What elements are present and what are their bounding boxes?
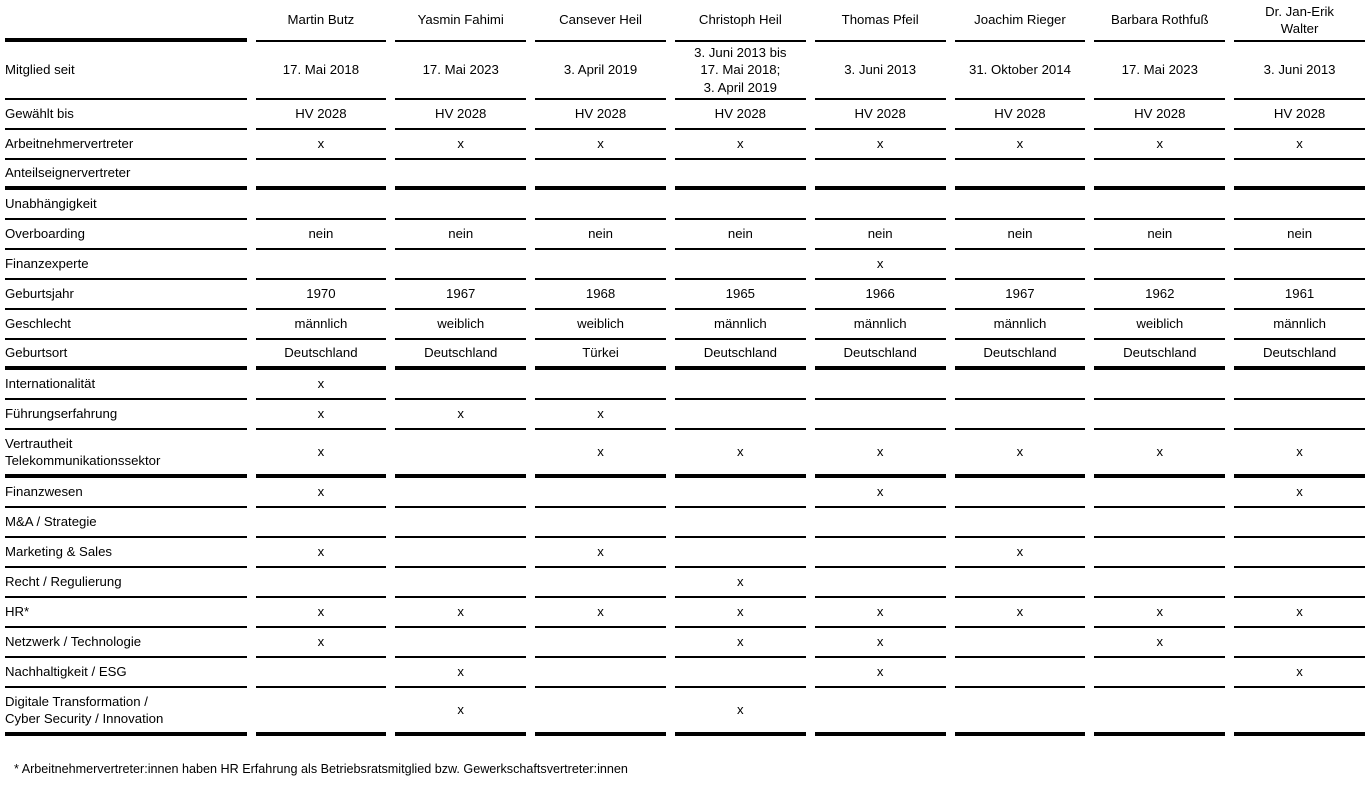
cell-nachhaltigkeit-esg-fahimi: x	[395, 658, 526, 688]
cell-fuehrungserfahrung-butz: x	[256, 400, 387, 430]
cell-nachhaltigkeit-esg-cansever-heil	[535, 658, 666, 688]
column-header-christoph-heil: Christoph Heil	[675, 0, 806, 42]
table-row-recht-regulierung	[5, 568, 1365, 598]
cell-mitglied-seit-walter: 3. Juni 2013	[1234, 42, 1365, 100]
column-header-thomas-pfeil: Thomas Pfeil	[815, 0, 946, 42]
table-row-finanzexperte	[5, 250, 1365, 280]
cell-digitale-transformation-cansever-heil	[535, 688, 666, 736]
cell-anteilseignervertreter-walter	[1234, 160, 1365, 190]
cell-hr-butz: x	[256, 598, 387, 628]
row-label-fuehrungserfahrung: Führungserfahrung	[5, 400, 247, 430]
cell-gewaehlt-bis-butz: HV 2028	[256, 100, 387, 130]
cell-marketing-sales-walter	[1234, 538, 1365, 568]
cell-netzwerk-technologie-butz: x	[256, 628, 387, 658]
cell-gewaehlt-bis-cansever-heil: HV 2028	[535, 100, 666, 130]
cell-recht-regulierung-christoph-heil: x	[675, 568, 806, 598]
cell-netzwerk-technologie-rothfuss: x	[1094, 628, 1225, 658]
cell-ma-strategie-cansever-heil	[535, 508, 666, 538]
cell-arbeitnehmervertreter-cansever-heil: x	[535, 130, 666, 160]
cell-unabhaengigkeit-rieger	[955, 190, 1086, 220]
column-header-martin-butz: Martin Butz	[256, 0, 387, 42]
cell-overboarding-cansever-heil: nein	[535, 220, 666, 250]
cell-digitale-transformation-rieger	[955, 688, 1086, 736]
header-row	[5, 0, 1365, 42]
cell-anteilseignervertreter-rieger	[955, 160, 1086, 190]
cell-internationalitaet-pfeil	[815, 370, 946, 400]
cell-finanzexperte-christoph-heil	[675, 250, 806, 280]
cell-internationalitaet-cansever-heil	[535, 370, 666, 400]
cell-geburtsort-cansever-heil: Türkei	[535, 340, 666, 370]
cell-nachhaltigkeit-esg-butz	[256, 658, 387, 688]
cell-fuehrungserfahrung-cansever-heil: x	[535, 400, 666, 430]
cell-marketing-sales-christoph-heil	[675, 538, 806, 568]
cell-finanzwesen-rieger	[955, 478, 1086, 508]
cell-anteilseignervertreter-pfeil	[815, 160, 946, 190]
cell-fuehrungserfahrung-walter	[1234, 400, 1365, 430]
cell-hr-pfeil: x	[815, 598, 946, 628]
cell-marketing-sales-pfeil	[815, 538, 946, 568]
footnote-hr-asterisk: * Arbeitnehmervertreter:innen haben HR Erfahrung als Betriebsratsmitglied bzw. Gewerkschaftsvertreter:innen	[14, 762, 628, 776]
row-label-finanzexperte: Finanzexperte	[5, 250, 247, 280]
cell-hr-rothfuss: x	[1094, 598, 1225, 628]
cell-unabhaengigkeit-cansever-heil	[535, 190, 666, 220]
cell-finanzwesen-rothfuss	[1094, 478, 1225, 508]
cell-unabhaengigkeit-pfeil	[815, 190, 946, 220]
cell-geschlecht-rothfuss: weiblich	[1094, 310, 1225, 340]
cell-marketing-sales-rieger: x	[955, 538, 1086, 568]
cell-geburtsjahr-rieger: 1967	[955, 280, 1086, 310]
column-header-jan-erik-walter-line2: Walter	[1280, 21, 1319, 36]
cell-hr-christoph-heil: x	[675, 598, 806, 628]
cell-geburtsort-fahimi: Deutschland	[395, 340, 526, 370]
table-row-arbeitnehmervertreter	[5, 130, 1365, 160]
table-row-mitglied-seit	[5, 42, 1365, 100]
cell-recht-regulierung-pfeil	[815, 568, 946, 598]
cell-anteilseignervertreter-cansever-heil	[535, 160, 666, 190]
table-header	[5, 0, 1365, 42]
row-label-vertrautheit-line2: Telekommunikationssektor	[5, 453, 161, 468]
row-label-digitale-transformation-line1: Digitale Transformation /	[5, 693, 148, 709]
cell-finanzwesen-christoph-heil	[675, 478, 806, 508]
row-label-anteilseignervertreter: Anteilseignervertreter	[5, 160, 247, 190]
cell-arbeitnehmervertreter-rothfuss: x	[1094, 130, 1225, 160]
cell-geburtsort-butz: Deutschland	[256, 340, 387, 370]
cell-geschlecht-walter: männlich	[1234, 310, 1365, 340]
cell-gewaehlt-bis-walter: HV 2028	[1234, 100, 1365, 130]
cell-digitale-transformation-walter	[1234, 688, 1365, 736]
cell-recht-regulierung-walter	[1234, 568, 1365, 598]
cell-internationalitaet-butz: x	[256, 370, 387, 400]
cell-hr-walter: x	[1234, 598, 1365, 628]
cell-fuehrungserfahrung-pfeil	[815, 400, 946, 430]
table-row-nachhaltigkeit-esg	[5, 658, 1365, 688]
cell-geschlecht-butz: männlich	[256, 310, 387, 340]
cell-vertrautheit-walter: x	[1234, 430, 1365, 478]
cell-overboarding-christoph-heil: nein	[675, 220, 806, 250]
cell-ma-strategie-rieger	[955, 508, 1086, 538]
table-row-gewaehlt-bis	[5, 100, 1365, 130]
row-label-geburtsjahr: Geburtsjahr	[5, 280, 247, 310]
cell-arbeitnehmervertreter-fahimi: x	[395, 130, 526, 160]
cell-geburtsjahr-rothfuss: 1962	[1094, 280, 1225, 310]
cell-netzwerk-technologie-walter	[1234, 628, 1365, 658]
cell-netzwerk-technologie-fahimi	[395, 628, 526, 658]
cell-vertrautheit-fahimi	[395, 430, 526, 478]
cell-nachhaltigkeit-esg-pfeil: x	[815, 658, 946, 688]
column-header-jan-erik-walter-line1: Dr. Jan-Erik	[1265, 3, 1335, 19]
row-label-marketing-sales: Marketing & Sales	[5, 538, 247, 568]
table-body	[5, 42, 1365, 736]
row-label-arbeitnehmervertreter: Arbeitnehmervertreter	[5, 130, 247, 160]
cell-geburtsjahr-butz: 1970	[256, 280, 387, 310]
cell-recht-regulierung-rothfuss	[1094, 568, 1225, 598]
cell-gewaehlt-bis-rothfuss: HV 2028	[1094, 100, 1225, 130]
cell-finanzwesen-butz: x	[256, 478, 387, 508]
cell-geburtsort-rieger: Deutschland	[955, 340, 1086, 370]
column-header-joachim-rieger: Joachim Rieger	[955, 0, 1086, 42]
table-row-unabhaengigkeit	[5, 190, 1365, 220]
cell-mitglied-seit-pfeil: 3. Juni 2013	[815, 42, 946, 100]
row-label-recht-regulierung: Recht / Regulierung	[5, 568, 247, 598]
row-label-vertrautheit-telekommunikationssektor	[5, 430, 247, 478]
table-row-overboarding	[5, 220, 1365, 250]
cell-digitale-transformation-rothfuss	[1094, 688, 1225, 736]
cell-finanzexperte-pfeil: x	[815, 250, 946, 280]
cell-arbeitnehmervertreter-butz: x	[256, 130, 387, 160]
cell-marketing-sales-fahimi	[395, 538, 526, 568]
row-label-nachhaltigkeit-esg: Nachhaltigkeit / ESG	[5, 658, 247, 688]
cell-geburtsjahr-cansever-heil: 1968	[535, 280, 666, 310]
cell-geburtsort-rothfuss: Deutschland	[1094, 340, 1225, 370]
table-row-hr	[5, 598, 1365, 628]
cell-geburtsjahr-pfeil: 1966	[815, 280, 946, 310]
cell-fuehrungserfahrung-rieger	[955, 400, 1086, 430]
cell-arbeitnehmervertreter-rieger: x	[955, 130, 1086, 160]
table-row-digitale-transformation	[5, 688, 1365, 736]
cell-ma-strategie-christoph-heil	[675, 508, 806, 538]
cell-gewaehlt-bis-fahimi: HV 2028	[395, 100, 526, 130]
cell-netzwerk-technologie-christoph-heil: x	[675, 628, 806, 658]
table-row-anteilseignervertreter	[5, 160, 1365, 190]
table-row-ma-strategie	[5, 508, 1365, 538]
cell-arbeitnehmervertreter-christoph-heil: x	[675, 130, 806, 160]
cell-digitale-transformation-christoph-heil: x	[675, 688, 806, 736]
cell-unabhaengigkeit-walter	[1234, 190, 1365, 220]
cell-ma-strategie-pfeil	[815, 508, 946, 538]
cell-arbeitnehmervertreter-pfeil: x	[815, 130, 946, 160]
table-row-netzwerk-technologie	[5, 628, 1365, 658]
row-label-vertrautheit-line1: Vertrautheit	[5, 435, 73, 451]
row-label-ma-strategie: M&A / Strategie	[5, 508, 247, 538]
cell-geschlecht-cansever-heil: weiblich	[535, 310, 666, 340]
cell-mitglied-seit-rieger: 31. Oktober 2014	[955, 42, 1086, 100]
cell-internationalitaet-fahimi	[395, 370, 526, 400]
cell-finanzwesen-cansever-heil	[535, 478, 666, 508]
cell-gewaehlt-bis-rieger: HV 2028	[955, 100, 1086, 130]
cell-vertrautheit-christoph-heil: x	[675, 430, 806, 478]
cell-vertrautheit-rothfuss: x	[1094, 430, 1225, 478]
header-corner-blank	[5, 0, 247, 42]
row-label-netzwerk-technologie: Netzwerk / Technologie	[5, 628, 247, 658]
cell-vertrautheit-cansever-heil: x	[535, 430, 666, 478]
row-label-internationalitaet: Internationalität	[5, 370, 247, 400]
cell-marketing-sales-rothfuss	[1094, 538, 1225, 568]
cell-recht-regulierung-cansever-heil	[535, 568, 666, 598]
cell-geburtsjahr-christoph-heil: 1965	[675, 280, 806, 310]
row-label-overboarding: Overboarding	[5, 220, 247, 250]
cell-hr-rieger: x	[955, 598, 1086, 628]
cell-marketing-sales-butz: x	[256, 538, 387, 568]
table-row-internationalitaet	[5, 370, 1365, 400]
cell-arbeitnehmervertreter-walter: x	[1234, 130, 1365, 160]
cell-geschlecht-pfeil: männlich	[815, 310, 946, 340]
table-row-fuehrungserfahrung	[5, 400, 1365, 430]
cell-overboarding-rothfuss: nein	[1094, 220, 1225, 250]
cell-netzwerk-technologie-pfeil: x	[815, 628, 946, 658]
cell-ma-strategie-butz	[256, 508, 387, 538]
cell-overboarding-pfeil: nein	[815, 220, 946, 250]
cell-mitglied-seit-christoph-heil	[675, 42, 806, 100]
cell-geburtsjahr-walter: 1961	[1234, 280, 1365, 310]
row-label-gewaehlt-bis: Gewählt bis	[5, 100, 247, 130]
cell-overboarding-walter: nein	[1234, 220, 1365, 250]
cell-finanzexperte-rothfuss	[1094, 250, 1225, 280]
cell-ma-strategie-fahimi	[395, 508, 526, 538]
cell-nachhaltigkeit-esg-walter: x	[1234, 658, 1365, 688]
row-label-finanzwesen: Finanzwesen	[5, 478, 247, 508]
cell-netzwerk-technologie-rieger	[955, 628, 1086, 658]
cell-digitale-transformation-pfeil	[815, 688, 946, 736]
table-row-marketing-sales	[5, 538, 1365, 568]
cell-geburtsort-christoph-heil: Deutschland	[675, 340, 806, 370]
column-header-jan-erik-walter	[1234, 0, 1365, 42]
cell-hr-fahimi: x	[395, 598, 526, 628]
cell-finanzexperte-butz	[256, 250, 387, 280]
cell-mitglied-seit-christoph-heil-line3: 3. April 2019	[703, 79, 777, 95]
table-row-geburtsort	[5, 340, 1365, 370]
cell-recht-regulierung-butz	[256, 568, 387, 598]
column-header-yasmin-fahimi: Yasmin Fahimi	[395, 0, 526, 42]
cell-netzwerk-technologie-cansever-heil	[535, 628, 666, 658]
cell-vertrautheit-rieger: x	[955, 430, 1086, 478]
table-row-geburtsjahr	[5, 280, 1365, 310]
cell-vertrautheit-pfeil: x	[815, 430, 946, 478]
cell-gewaehlt-bis-pfeil: HV 2028	[815, 100, 946, 130]
row-label-unabhaengigkeit: Unabhängigkeit	[5, 190, 247, 220]
cell-recht-regulierung-fahimi	[395, 568, 526, 598]
cell-mitglied-seit-christoph-heil-line1: 3. Juni 2013 bis	[694, 44, 787, 60]
cell-mitglied-seit-rothfuss: 17. Mai 2023	[1094, 42, 1225, 100]
cell-overboarding-rieger: nein	[955, 220, 1086, 250]
cell-mitglied-seit-fahimi: 17. Mai 2023	[395, 42, 526, 100]
cell-geburtsjahr-fahimi: 1967	[395, 280, 526, 310]
cell-finanzexperte-rieger	[955, 250, 1086, 280]
cell-anteilseignervertreter-fahimi	[395, 160, 526, 190]
column-header-barbara-rothfuss: Barbara Rothfuß	[1094, 0, 1225, 42]
cell-geschlecht-rieger: männlich	[955, 310, 1086, 340]
cell-internationalitaet-walter	[1234, 370, 1365, 400]
cell-marketing-sales-cansever-heil: x	[535, 538, 666, 568]
cell-unabhaengigkeit-christoph-heil	[675, 190, 806, 220]
row-label-digitale-transformation	[5, 688, 247, 736]
cell-vertrautheit-butz: x	[256, 430, 387, 478]
row-label-geschlecht: Geschlecht	[5, 310, 247, 340]
cell-anteilseignervertreter-rothfuss	[1094, 160, 1225, 190]
column-header-cansever-heil: Cansever Heil	[535, 0, 666, 42]
row-label-mitglied-seit: Mitglied seit	[5, 42, 247, 100]
cell-nachhaltigkeit-esg-christoph-heil	[675, 658, 806, 688]
cell-finanzwesen-walter: x	[1234, 478, 1365, 508]
cell-fuehrungserfahrung-rothfuss	[1094, 400, 1225, 430]
cell-internationalitaet-rothfuss	[1094, 370, 1225, 400]
row-label-hr: HR*	[5, 598, 247, 628]
cell-digitale-transformation-butz	[256, 688, 387, 736]
cell-finanzexperte-cansever-heil	[535, 250, 666, 280]
cell-recht-regulierung-rieger	[955, 568, 1086, 598]
cell-geburtsort-pfeil: Deutschland	[815, 340, 946, 370]
cell-unabhaengigkeit-fahimi	[395, 190, 526, 220]
cell-ma-strategie-rothfuss	[1094, 508, 1225, 538]
cell-digitale-transformation-fahimi: x	[395, 688, 526, 736]
cell-mitglied-seit-cansever-heil: 3. April 2019	[535, 42, 666, 100]
cell-overboarding-fahimi: nein	[395, 220, 526, 250]
row-label-digitale-transformation-line2: Cyber Security / Innovation	[5, 711, 164, 726]
cell-geschlecht-fahimi: weiblich	[395, 310, 526, 340]
cell-ma-strategie-walter	[1234, 508, 1365, 538]
table-row-geschlecht	[5, 310, 1365, 340]
cell-mitglied-seit-christoph-heil-line2: 17. Mai 2018;	[700, 62, 781, 78]
cell-gewaehlt-bis-christoph-heil: HV 2028	[675, 100, 806, 130]
cell-overboarding-butz: nein	[256, 220, 387, 250]
cell-internationalitaet-rieger	[955, 370, 1086, 400]
cell-finanzwesen-pfeil: x	[815, 478, 946, 508]
cell-unabhaengigkeit-butz	[256, 190, 387, 220]
cell-finanzexperte-walter	[1234, 250, 1365, 280]
row-label-geburtsort: Geburtsort	[5, 340, 247, 370]
cell-geburtsort-walter: Deutschland	[1234, 340, 1365, 370]
cell-finanzwesen-fahimi	[395, 478, 526, 508]
cell-fuehrungserfahrung-fahimi: x	[395, 400, 526, 430]
cell-finanzexperte-fahimi	[395, 250, 526, 280]
cell-anteilseignervertreter-butz	[256, 160, 387, 190]
cell-internationalitaet-christoph-heil	[675, 370, 806, 400]
cell-fuehrungserfahrung-christoph-heil	[675, 400, 806, 430]
cell-nachhaltigkeit-esg-rothfuss	[1094, 658, 1225, 688]
cell-nachhaltigkeit-esg-rieger	[955, 658, 1086, 688]
cell-mitglied-seit-butz: 17. Mai 2018	[256, 42, 387, 100]
cell-geschlecht-christoph-heil: männlich	[675, 310, 806, 340]
cell-anteilseignervertreter-christoph-heil	[675, 160, 806, 190]
table-row-finanzwesen	[5, 478, 1365, 508]
cell-unabhaengigkeit-rothfuss	[1094, 190, 1225, 220]
cell-hr-cansever-heil: x	[535, 598, 666, 628]
table-row-vertrautheit-telekommunikationssektor	[5, 430, 1365, 478]
